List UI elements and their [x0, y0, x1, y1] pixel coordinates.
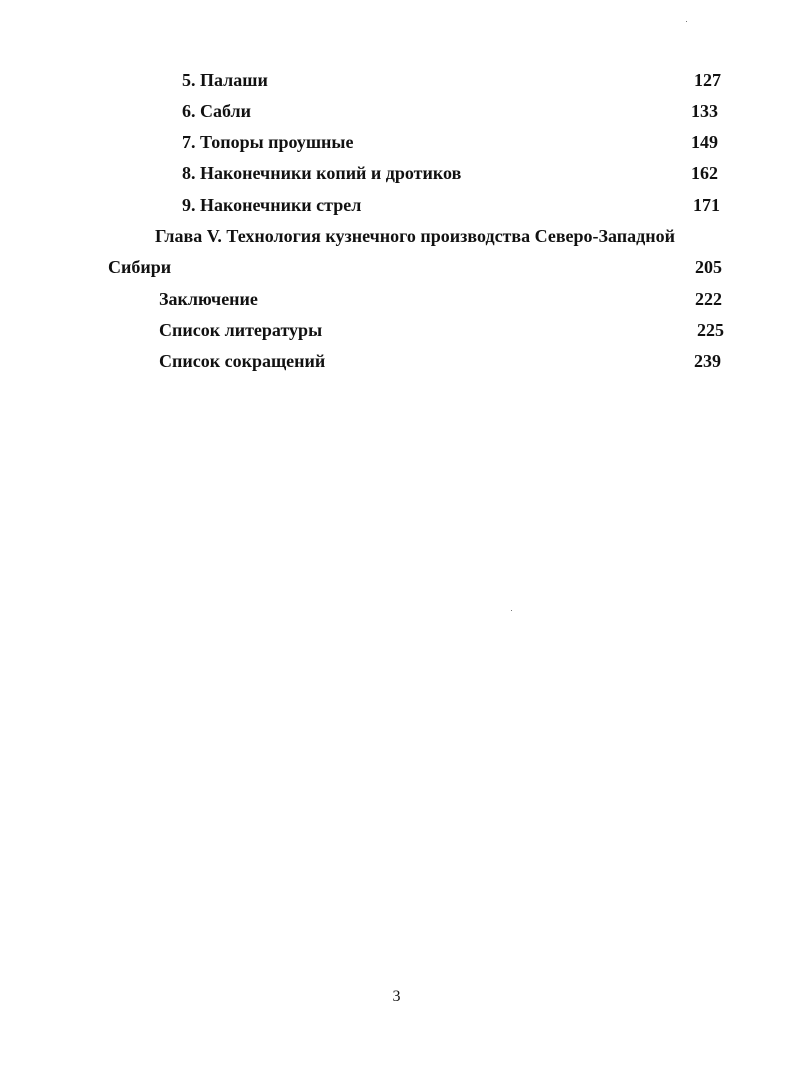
- abbreviations-page: 239: [694, 351, 721, 371]
- toc-item-page: 127: [694, 70, 721, 90]
- conclusion-title: Заключение: [159, 289, 258, 309]
- chapter-heading-line2: Сибири: [108, 257, 172, 277]
- chapter-heading-line1: Глава V. Технология кузнечного производства Северо-Западной: [155, 226, 676, 246]
- toc-item-page: 171: [693, 195, 720, 215]
- conclusion-page: 222: [695, 289, 722, 309]
- chapter-page: 205: [695, 257, 722, 277]
- scan-speck: [511, 610, 512, 611]
- toc-item-title: 6. Сабли: [182, 101, 252, 121]
- abbreviations-title: Список сокращений: [159, 351, 326, 371]
- toc-item-title: 7. Топоры проушные: [182, 132, 354, 152]
- toc-item-title: 8. Наконечники копий и дротиков: [182, 163, 462, 183]
- toc-item-title: 9. Наконечники стрел: [182, 195, 362, 215]
- toc-item-page: 162: [691, 163, 718, 183]
- literature-page: 225: [697, 320, 724, 340]
- toc-item-title: 5. Палаши: [182, 70, 268, 90]
- toc-item-page: 149: [691, 132, 718, 152]
- literature-title: Список литературы: [159, 320, 323, 340]
- toc-item-page: 133: [691, 101, 718, 121]
- scan-speck: [686, 21, 687, 22]
- page-number: 3: [392, 988, 401, 1005]
